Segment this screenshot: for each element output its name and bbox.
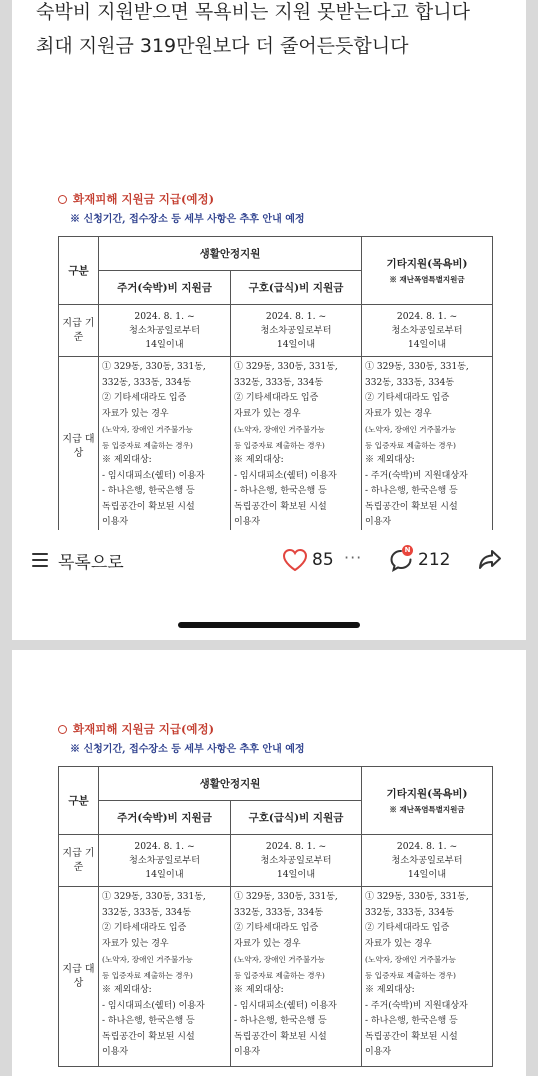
detail-line: 독립공간이 확보된 시설 bbox=[365, 501, 458, 512]
detail-line: 등 입증자료 제출하는 경우) bbox=[102, 970, 193, 980]
detail-line: (노약자, 장애인 거주불가능 bbox=[365, 425, 456, 434]
detail-line: ② 기타세대라도 입증 bbox=[102, 923, 187, 933]
detail-line: 332동, 333동, 334동 bbox=[365, 377, 455, 388]
post-card-top bbox=[12, 0, 526, 640]
detail-line: - 주거(숙박)비 지원대상자 bbox=[365, 470, 468, 481]
detail-line: - 하나은행, 한국은행 등 bbox=[102, 1016, 195, 1026]
detail-line: 자료가 있는 경우 bbox=[102, 938, 169, 949]
detail-line: ② 기타세대라도 입증 bbox=[102, 393, 187, 403]
header-housing: 주거(숙박)비 지원금 bbox=[99, 801, 231, 835]
criteria-relief: 2024. 8. 1. ~ 청소차공일로부터 14일이내 bbox=[231, 305, 362, 357]
criteria-other: 2024. 8. 1. ~ 청소차공일로부터 14일이내 bbox=[362, 835, 493, 887]
detail-line: 이용자 bbox=[102, 517, 129, 527]
row-label-criteria: 지급 기준 bbox=[59, 305, 99, 357]
detail-line: - 하나은행, 한국은행 등 bbox=[365, 486, 458, 496]
detail-line: (노약자, 장애인 거주불가능 bbox=[102, 425, 193, 434]
detail-line: - 주거(숙박)비 지원대상자 bbox=[365, 1000, 468, 1011]
criteria-other: 2024. 8. 1. ~ 청소차공일로부터 14일이내 bbox=[362, 305, 493, 357]
post-action-bar bbox=[12, 530, 526, 590]
detail-line: ※ 제외대상: bbox=[102, 985, 152, 995]
detail-line: 자료가 있는 경우 bbox=[102, 408, 169, 419]
post-card-bottom bbox=[12, 650, 526, 1076]
detail-line: 332동, 333동, 334동 bbox=[234, 377, 324, 388]
new-badge: N bbox=[402, 545, 413, 556]
more-options-button[interactable]: ··· bbox=[344, 548, 363, 567]
circle-bullet-icon bbox=[58, 195, 67, 204]
detail-line: ※ 제외대상: bbox=[365, 455, 415, 465]
detail-line: (노약자, 장애인 거주불가능 bbox=[365, 955, 456, 964]
detail-line: 이용자 bbox=[365, 1047, 392, 1057]
detail-line: ※ 제외대상: bbox=[234, 455, 284, 465]
detail-line: - 하나은행, 한국은행 등 bbox=[234, 1016, 327, 1026]
detail-line: 자료가 있는 경우 bbox=[365, 938, 432, 949]
detail-line: ② 기타세대라도 입증 bbox=[234, 393, 319, 403]
detail-line: - 하나은행, 한국은행 등 bbox=[234, 486, 327, 496]
like-button[interactable] bbox=[282, 546, 334, 574]
detail-line: ① 329동, 330동, 331동, bbox=[102, 362, 206, 372]
row-label-target: 지급 대상 bbox=[59, 887, 99, 1067]
detail-line: ① 329동, 330동, 331동, bbox=[365, 362, 469, 372]
share-button[interactable] bbox=[476, 546, 504, 574]
circle-bullet-icon bbox=[58, 725, 67, 734]
detail-line: - 임시대피소(쉘터) 이용자 bbox=[234, 470, 337, 481]
detail-line: - 임시대피소(쉘터) 이용자 bbox=[234, 1000, 337, 1011]
menu-icon bbox=[32, 553, 48, 567]
header-relief: 구호(급식)비 지원금 bbox=[231, 801, 362, 835]
notice-subtitle: ※ 신청기간, 접수장소 등 세부 사항은 추후 안내 예정 bbox=[70, 214, 305, 225]
detail-line: 독립공간이 확보된 시설 bbox=[102, 501, 195, 512]
detail-line: 이용자 bbox=[365, 517, 392, 527]
target-relief bbox=[231, 887, 362, 1067]
detail-line: 등 입증자료 제출하는 경우) bbox=[102, 440, 193, 450]
target-other bbox=[362, 887, 493, 1067]
detail-line: 이용자 bbox=[234, 517, 261, 527]
detail-line: - 하나은행, 한국은행 등 bbox=[365, 1016, 458, 1026]
detail-line: (노약자, 장애인 거주불가능 bbox=[234, 955, 325, 964]
target-housing bbox=[99, 357, 231, 537]
detail-line: 독립공간이 확보된 시설 bbox=[234, 501, 327, 512]
detail-line: 등 입증자료 제출하는 경우) bbox=[234, 970, 325, 980]
detail-line: 이용자 bbox=[234, 1047, 261, 1057]
detail-line: ② 기타세대라도 입증 bbox=[365, 393, 450, 403]
detail-line: 독립공간이 확보된 시설 bbox=[102, 1031, 195, 1042]
like-count: 85 bbox=[312, 550, 334, 570]
detail-line: ① 329동, 330동, 331동, bbox=[102, 892, 206, 902]
header-category: 구분 bbox=[59, 237, 99, 305]
detail-line: ① 329동, 330동, 331동, bbox=[365, 892, 469, 902]
header-other-support: 기타지원(목욕비) ※ 재난폭염특별지원금 bbox=[362, 237, 493, 305]
detail-line: 332동, 333동, 334동 bbox=[102, 907, 192, 918]
detail-line: 등 입증자료 제출하는 경우) bbox=[365, 440, 456, 450]
criteria-relief: 2024. 8. 1. ~ 청소차공일로부터 14일이내 bbox=[231, 835, 362, 887]
detail-line: 이용자 bbox=[102, 1047, 129, 1057]
detail-line: 등 입증자료 제출하는 경우) bbox=[234, 440, 325, 450]
notice-image-repeat bbox=[58, 718, 508, 1067]
post-text-line-1: 숙박비 지원받으면 목욕비는 지원 못받는다고 합니다 bbox=[36, 1, 470, 23]
detail-line: 독립공간이 확보된 시설 bbox=[234, 1031, 327, 1042]
comment-count: 212 bbox=[418, 550, 451, 570]
detail-line: ① 329동, 330동, 331동, bbox=[234, 362, 338, 372]
criteria-housing: 2024. 8. 1. ~ 청소차공일로부터 14일이내 bbox=[99, 305, 231, 357]
detail-line: 자료가 있는 경우 bbox=[234, 408, 301, 419]
post-body-text bbox=[36, 0, 516, 63]
notice-title: 화재피해 지원금 지급(예정) bbox=[58, 718, 508, 740]
support-table bbox=[58, 236, 493, 537]
detail-line: ※ 제외대상: bbox=[365, 985, 415, 995]
target-relief bbox=[231, 357, 362, 537]
detail-line: ② 기타세대라도 입증 bbox=[234, 923, 319, 933]
notice-title: 화재피해 지원금 지급(예정) bbox=[58, 188, 508, 210]
detail-line: ② 기타세대라도 입증 bbox=[365, 923, 450, 933]
header-housing: 주거(숙박)비 지원금 bbox=[99, 271, 231, 305]
detail-line: ① 329동, 330동, 331동, bbox=[234, 892, 338, 902]
comment-button[interactable] bbox=[388, 546, 450, 574]
detail-line: - 임시대피소(쉘터) 이용자 bbox=[102, 470, 205, 481]
heart-icon bbox=[282, 548, 308, 572]
criteria-housing: 2024. 8. 1. ~ 청소차공일로부터 14일이내 bbox=[99, 835, 231, 887]
detail-line: 332동, 333동, 334동 bbox=[102, 377, 192, 388]
support-table bbox=[58, 766, 493, 1067]
notice-image bbox=[58, 188, 508, 537]
comment-icon bbox=[388, 547, 414, 573]
detail-line: 자료가 있는 경우 bbox=[365, 408, 432, 419]
detail-line: 등 입증자료 제출하는 경우) bbox=[365, 970, 456, 980]
detail-line: - 임시대피소(쉘터) 이용자 bbox=[102, 1000, 205, 1011]
row-label-criteria: 지급 기준 bbox=[59, 835, 99, 887]
detail-line: 자료가 있는 경우 bbox=[234, 938, 301, 949]
row-label-target: 지급 대상 bbox=[59, 357, 99, 537]
detail-line: ※ 제외대상: bbox=[234, 985, 284, 995]
post-text-line-2: 최대 지원금 319만원보다 더 줄어든듯합니다 bbox=[36, 35, 409, 57]
detail-line: 332동, 333동, 334동 bbox=[234, 907, 324, 918]
share-icon bbox=[476, 546, 504, 574]
home-indicator bbox=[178, 622, 360, 628]
detail-line: 332동, 333동, 334동 bbox=[365, 907, 455, 918]
target-housing bbox=[99, 887, 231, 1067]
detail-line: (노약자, 장애인 거주불가능 bbox=[234, 425, 325, 434]
notice-subtitle: ※ 신청기간, 접수장소 등 세부 사항은 추후 안내 예정 bbox=[70, 744, 305, 755]
header-living-support: 생활안정지원 bbox=[99, 237, 362, 271]
detail-line: - 하나은행, 한국은행 등 bbox=[102, 486, 195, 496]
header-relief: 구호(급식)비 지원금 bbox=[231, 271, 362, 305]
header-living-support: 생활안정지원 bbox=[99, 767, 362, 801]
header-other-support: 기타지원(목욕비) ※ 재난폭염특별지원금 bbox=[362, 767, 493, 835]
detail-line: ※ 제외대상: bbox=[102, 455, 152, 465]
back-to-list-label: 목록으로 bbox=[58, 552, 124, 573]
target-other bbox=[362, 357, 493, 537]
header-category: 구분 bbox=[59, 767, 99, 835]
back-to-list-button[interactable] bbox=[32, 548, 124, 572]
detail-line: 독립공간이 확보된 시설 bbox=[365, 1031, 458, 1042]
detail-line: (노약자, 장애인 거주불가능 bbox=[102, 955, 193, 964]
